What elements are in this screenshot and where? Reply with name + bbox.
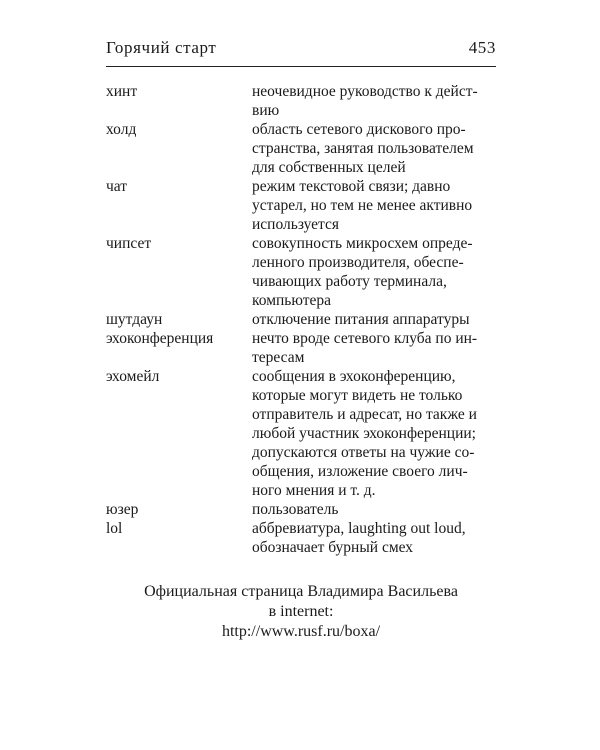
footer-line-1: Официальная страница Владимира Васильева — [144, 583, 458, 600]
glossary-entry — [106, 234, 496, 310]
definition-line: совокупность микросхем опреде- — [252, 235, 473, 252]
definition-line: пользователь — [252, 501, 339, 518]
definition-line: любой участник эхоконференции; — [252, 425, 476, 442]
footer-line-2: в internet: — [268, 603, 334, 620]
glossary-entry — [106, 329, 496, 367]
glossary-entry — [106, 82, 496, 120]
glossary-definition — [252, 329, 496, 367]
glossary-definition — [252, 177, 496, 234]
definition-line: режим текстовой связи; давно — [252, 178, 451, 195]
definition-line: устарел, но тем не менее активно — [252, 197, 473, 214]
glossary-entry — [106, 500, 496, 519]
glossary-term: lol — [106, 520, 123, 537]
glossary-definition — [252, 310, 496, 329]
glossary-term: холд — [106, 121, 137, 138]
glossary-definition — [252, 234, 496, 310]
definition-line: странства, занятая пользователем — [252, 140, 474, 157]
definition-line: чивающих работу терминала, — [252, 273, 447, 290]
glossary-entry — [106, 519, 496, 557]
glossary-term: чат — [106, 178, 128, 195]
glossary-definition — [252, 82, 496, 120]
definition-line: которые могут видеть не только — [252, 387, 463, 404]
definition-line: отключение питания аппаратуры — [252, 311, 470, 328]
footer-note — [106, 582, 496, 642]
glossary-term: шутдаун — [106, 311, 163, 328]
glossary-term: юзер — [106, 501, 139, 518]
definition-line: тересам — [252, 349, 305, 366]
definition-line: компьютера — [252, 292, 332, 309]
glossary-term: эхоконференция — [106, 330, 214, 347]
definition-line: неочевидное руководство к дейст- — [252, 83, 478, 100]
glossary-entry — [106, 120, 496, 177]
definition-line: для собственных целей — [252, 159, 406, 176]
footer-url: http://www.rusf.ru/boxa/ — [221, 623, 381, 640]
definition-line: аббревиатура, laughting out loud, — [252, 520, 466, 537]
page-number: 453 — [468, 38, 496, 57]
glossary-definition — [252, 519, 496, 557]
running-header — [106, 38, 496, 64]
definition-line: нечто вроде сетевого клуба по ин- — [252, 330, 478, 347]
glossary-definition — [252, 367, 496, 500]
definition-line: общения, изложение своего лич- — [252, 463, 468, 480]
glossary-definition — [252, 120, 496, 177]
glossary-entry — [106, 177, 496, 234]
definition-line: допускаются ответы на чужие со- — [252, 444, 475, 461]
definition-line: ного мнения и т. д. — [252, 482, 376, 499]
glossary-entry — [106, 310, 496, 329]
definition-line: область сетевого дискового про- — [252, 121, 466, 138]
glossary-term: чипсет — [106, 235, 152, 252]
glossary-entry — [106, 367, 496, 500]
glossary-term: хинт — [106, 83, 138, 100]
glossary-list — [106, 82, 496, 557]
glossary-definition — [252, 500, 496, 519]
header-rule — [106, 66, 496, 67]
definition-line: обозначает бурный смех — [252, 539, 414, 556]
definition-line: сообщения в эхоконференцию, — [252, 368, 456, 385]
definition-line: ленного производителя, обеспе- — [252, 254, 464, 271]
definition-line: вию — [252, 102, 280, 119]
definition-line: отправитель и адресат, но также и — [252, 406, 477, 423]
running-title: Горячий старт — [106, 38, 217, 57]
glossary-term: эхомейл — [106, 368, 160, 385]
definition-line: используется — [252, 216, 340, 233]
